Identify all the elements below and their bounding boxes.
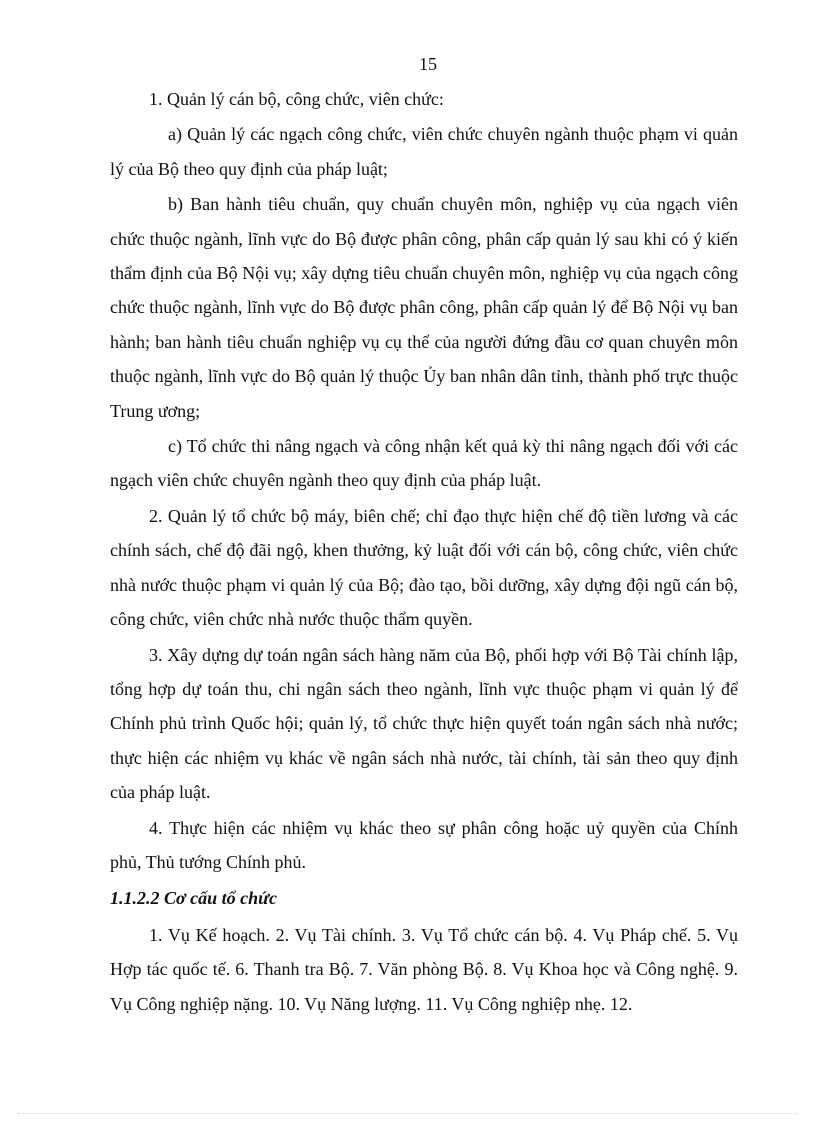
paragraph-item-1: 1. Quản lý cán bộ, công chức, viên chức: bbox=[149, 89, 444, 109]
paragraph-item-3: 3. Xây dựng dự toán ngân sách hàng năm của Bộ, phối hợp với Bộ Tài chính lập, tổng hợp dự toán thu, chi ngân sách theo ngành, lĩnh vực thuộc phạm vi quản lý để Chính phủ trình Quốc hội; quản lý, tổ chức thực hiện quyết toán ngân sách nhà nước; thực hiện các nhiệm vụ khác về ngân sách nhà nước, tài chính, tài sản theo quy định của pháp luật. bbox=[110, 644, 738, 803]
section-heading: 1.1.2.2 Cơ cấu tổ chức bbox=[110, 888, 277, 909]
footer-divider bbox=[18, 1113, 798, 1114]
paragraph-org-list: 1. Vụ Kế hoạch. 2. Vụ Tài chính. 3. Vụ Tổ chức cán bộ. 4. Vụ Pháp chế. 5. Vụ Hợp tác quốc tế. 6. Thanh tra Bộ. 7. Văn phòng Bộ. 8. Vụ Khoa học và Công nghệ. 9. Vụ Công nghiệp nặng. 10. Vụ Năng lượng. 11. Vụ Công nghiệp nhẹ. 12. bbox=[110, 924, 738, 1014]
page-number: 15 bbox=[419, 54, 437, 74]
page-body bbox=[110, 82, 738, 1021]
paragraph-item-2: 2. Quản lý tổ chức bộ máy, biên chế; chỉ đạo thực hiện chế độ tiền lương và các chính sách, chế độ đãi ngộ, khen thưởng, kỷ luật đối với cán bộ, công chức, viên chức nhà nước thuộc phạm vi quản lý của Bộ; đào tạo, bồi dưỡng, xây dựng đội ngũ cán bộ, công chức, viên chức nhà nước thuộc thẩm quyền. bbox=[110, 505, 738, 630]
paragraph-item-1b: b) Ban hành tiêu chuẩn, quy chuẩn chuyên môn, nghiệp vụ của ngạch viên chức thuộc ngành, lĩnh vực do Bộ được phân công, phân cấp quản lý sau khi có ý kiến thẩm định của Bộ Nội vụ; xây dựng tiêu chuẩn chuyên môn, nghiệp vụ của ngạch công chức thuộc ngành, lĩnh vực do Bộ được phân công, phân cấp quản lý để Bộ Nội vụ ban hành; ban hành tiêu chuẩn nghiệp vụ cụ thể của người đứng đầu cơ quan chuyên môn thuộc ngành, lĩnh vực do Bộ quản lý thuộc Ủy ban nhân dân tỉnh, thành phố trực thuộc Trung ương; bbox=[110, 194, 738, 421]
paragraph-item-1a: a) Quản lý các ngạch công chức, viên chức chuyên ngành thuộc phạm vi quản lý của Bộ theo quy định của pháp luật; bbox=[110, 124, 738, 179]
paragraph-item-1c: c) Tổ chức thi nâng ngạch và công nhận kết quả kỳ thi nâng ngạch đối với các ngạch viên chức chuyên ngành theo quy định của pháp luật. bbox=[110, 436, 738, 491]
paragraph-item-4: 4. Thực hiện các nhiệm vụ khác theo sự phân công hoặc uỷ quyền của Chính phủ, Thủ tướng Chính phủ. bbox=[110, 817, 738, 872]
